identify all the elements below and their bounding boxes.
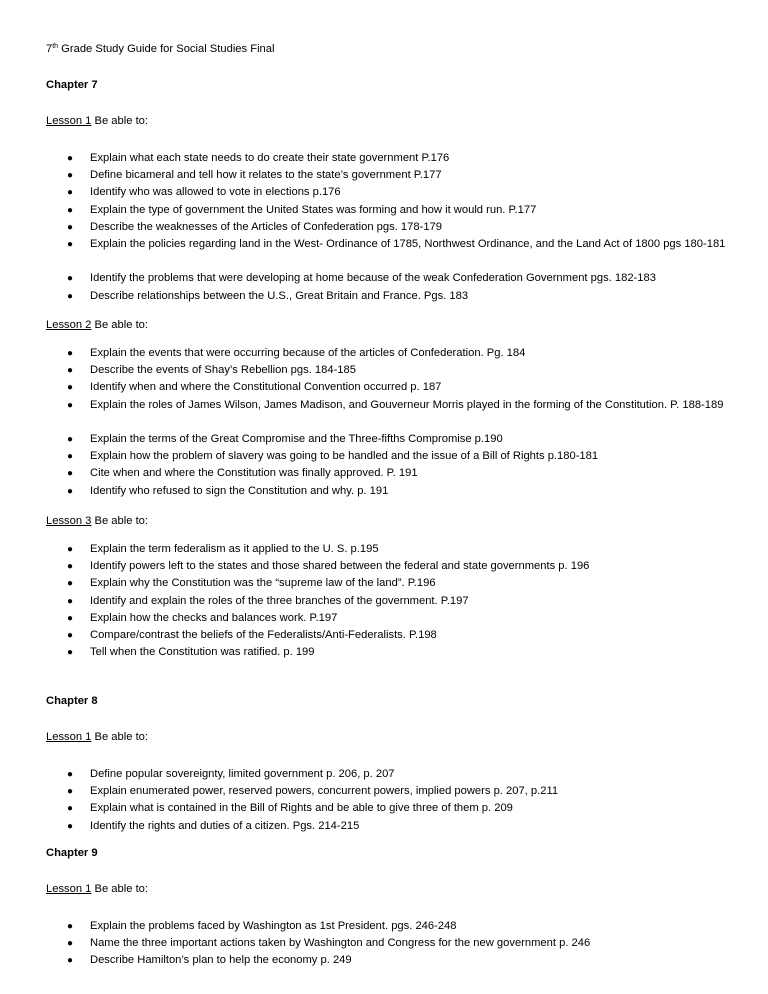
bullet-icon: ●	[67, 382, 74, 394]
bullet-icon: ●	[67, 365, 74, 377]
list-item: ● Define popular sovereignty, limited government p. 206, p. 207	[0, 766, 768, 783]
lesson-objectives-list	[0, 541, 768, 661]
lesson-heading: Lesson 1 Be able to:	[46, 115, 149, 127]
list-item: ● Tell when the Constitution was ratified. p. 199	[0, 644, 768, 661]
bullet-icon: ●	[67, 273, 74, 285]
bullet-icon: ●	[67, 578, 74, 590]
list-item: ● Explain the events that were occurring because of the articles of Confederation. Pg. 184	[0, 345, 768, 362]
list-item: ● Explain the terms of the Great Compromise and the Three-fifths Compromise p.190	[0, 431, 768, 448]
lesson-heading: Lesson 2 Be able to:	[46, 319, 149, 331]
list-item: ● Describe the events of Shay’s Rebellion pgs. 184-185	[0, 362, 768, 379]
list-item: ● Compare/contrast the beliefs of the Federalists/Anti-Federalists. P.198	[0, 627, 768, 644]
list-item: ● Explain how the checks and balances work. P.197	[0, 610, 768, 627]
list-item: ● Explain the policies regarding land in the West- Ordinance of 1785, Northwest Ordinance, and the Land Act of 1800 pgs 180-181	[0, 236, 768, 270]
chapter-heading: Chapter 9	[46, 847, 98, 859]
list-item: ● Identify who was allowed to vote in elections p.176	[0, 184, 768, 201]
list-item: ● Describe relationships between the U.S., Great Britain and France. Pgs. 183	[0, 288, 768, 305]
bullet-icon: ●	[67, 544, 74, 555]
list-item: ● Explain the type of government the United States was forming and how it would run. P.177	[0, 202, 768, 219]
bullet-icon: ●	[67, 204, 74, 216]
list-item: ● Explain the problems faced by Washington as 1st President. pgs. 246-248	[0, 918, 768, 935]
list-item: ● Identify powers left to the states and those shared between the federal and state governments p. 196	[0, 558, 768, 575]
bullet-icon: ●	[67, 153, 74, 164]
bullet-icon: ●	[67, 348, 74, 359]
list-item: ● Identify who refused to sign the Constitution and why. p. 191	[0, 483, 768, 500]
list-item: ● Explain what is contained in the Bill of Rights and be able to give three of them p. 209	[0, 800, 768, 817]
bullet-icon: ●	[67, 629, 74, 641]
bullet-icon: ●	[67, 938, 74, 950]
list-item: ● Explain why the Constitution was the “supreme law of the land”. P.196	[0, 575, 768, 592]
list-item: ● Describe Hamilton’s plan to help the economy p. 249	[0, 952, 768, 969]
bullet-icon: ●	[67, 561, 74, 573]
bullet-icon: ●	[67, 595, 74, 607]
bullet-icon: ●	[67, 433, 74, 445]
list-item: ● Explain enumerated power, reserved powers, concurrent powers, implied powers p. 207, p.211	[0, 783, 768, 800]
list-item: ● Explain the term federalism as it applied to the U. S. p.195	[0, 541, 768, 558]
list-item: ● Explain how the problem of slavery was going to be handled and the issue of a Bill of Rights p.180-181	[0, 448, 768, 465]
bullet-icon: ●	[67, 451, 74, 463]
bullet-icon: ●	[67, 769, 74, 780]
bullet-icon: ●	[67, 955, 74, 967]
page-title: 7th Grade Study Guide for Social Studies Final	[46, 43, 275, 55]
bullet-icon: ●	[67, 647, 74, 659]
list-item: ● Cite when and where the Constitution was finally approved. P. 191	[0, 465, 768, 482]
bullet-icon: ●	[67, 786, 74, 798]
list-item: ● Describe the weaknesses of the Articles of Confederation pgs. 178-179	[0, 219, 768, 236]
bullet-icon: ●	[67, 485, 74, 497]
lesson-heading: Lesson 3 Be able to:	[46, 515, 149, 527]
lesson-heading: Lesson 1 Be able to:	[46, 883, 149, 895]
lesson-objectives-list	[0, 918, 768, 970]
lesson-objectives-list	[0, 766, 768, 835]
list-item: ● Identify when and where the Constitutional Convention occurred p. 187	[0, 379, 768, 396]
list-item: ● Explain what each state needs to do create their state government P.176	[0, 150, 768, 167]
list-item: ● Identify the rights and duties of a citizen. Pgs. 214-215	[0, 818, 768, 835]
bullet-icon: ●	[67, 921, 74, 932]
bullet-icon: ●	[67, 612, 74, 624]
lesson-heading: Lesson 1 Be able to:	[46, 731, 149, 743]
lesson-objectives-list	[0, 150, 768, 305]
list-item: ● Identify the problems that were developing at home because of the weak Confederation Government pgs. 182-183	[0, 270, 768, 287]
list-item: ● Explain the roles of James Wilson, James Madison, and Gouverneur Morris played in the forming of the Constitution. P. 188-189	[0, 397, 768, 431]
chapter-heading: Chapter 7	[46, 79, 98, 91]
list-item: ● Identify and explain the roles of the three branches of the government. P.197	[0, 593, 768, 610]
bullet-icon: ●	[67, 820, 74, 832]
list-item: ● Name the three important actions taken by Washington and Congress for the new government p. 246	[0, 935, 768, 952]
list-item: ● Define bicameral and tell how it relates to the state’s government P.177	[0, 167, 768, 184]
bullet-icon: ●	[67, 468, 74, 480]
bullet-icon: ●	[67, 187, 74, 199]
lesson-objectives-list	[0, 345, 768, 500]
bullet-icon: ●	[67, 803, 74, 815]
bullet-icon: ●	[67, 399, 74, 411]
bullet-icon: ●	[67, 238, 74, 250]
bullet-icon: ●	[67, 290, 74, 302]
chapter-heading: Chapter 8	[46, 695, 98, 707]
bullet-icon: ●	[67, 170, 74, 182]
bullet-icon: ●	[67, 221, 74, 233]
